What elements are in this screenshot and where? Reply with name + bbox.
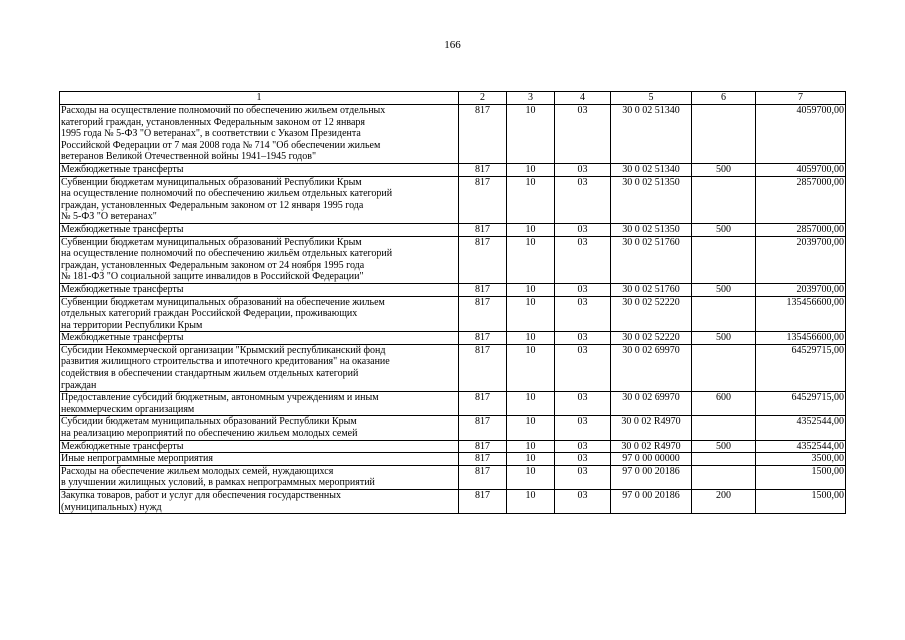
target-article-cell: 30 0 02 51760 — [611, 236, 692, 283]
ministry-code-cell: 817 — [459, 416, 507, 440]
expense-name-cell — [60, 344, 459, 391]
target-article-cell: 30 0 02 51340 — [611, 105, 692, 164]
expense-name-cell — [60, 440, 459, 453]
amount-cell: 4059700,00 — [756, 163, 846, 176]
ministry-code-cell: 817 — [459, 490, 507, 514]
header-col-7: 7 — [756, 92, 846, 105]
section-code-cell: 10 — [507, 465, 555, 489]
target-article-cell: 30 0 02 R4970 — [611, 440, 692, 453]
expense-name-line: ветеранов Великой Отечественной войны 1941–1945 годов" — [61, 151, 317, 163]
section-code-cell: 10 — [507, 176, 555, 223]
expense-type-cell: 500 — [692, 440, 756, 453]
section-code-cell: 10 — [507, 296, 555, 332]
subsection-code-cell: 03 — [555, 392, 611, 416]
target-article-cell: 30 0 02 52220 — [611, 332, 692, 345]
target-article-cell: 30 0 02 51350 — [611, 223, 692, 236]
expense-name-line: Межбюджетные трансферты — [61, 440, 184, 452]
expense-type-cell — [692, 453, 756, 466]
table-row — [60, 163, 846, 176]
ministry-code-cell: 817 — [459, 105, 507, 164]
expense-name-line: (муниципальных) нужд — [61, 501, 162, 513]
subsection-code-cell: 03 — [555, 490, 611, 514]
expense-name-cell — [60, 392, 459, 416]
expense-type-cell — [692, 344, 756, 391]
page-number: 166 — [444, 39, 461, 51]
table-row — [60, 236, 846, 283]
expense-type-cell: 500 — [692, 283, 756, 296]
subsection-code-cell: 03 — [555, 163, 611, 176]
expense-name-line: содействия в обеспечении стандартным жильем отдельных категорий — [61, 368, 359, 380]
ministry-code-cell: 817 — [459, 440, 507, 453]
expense-name-cell — [60, 296, 459, 332]
table-row — [60, 416, 846, 440]
amount-cell: 64529715,00 — [756, 344, 846, 391]
expense-name-line: Иные непрограммные мероприятия — [61, 453, 213, 465]
amount-cell: 1500,00 — [756, 465, 846, 489]
expense-name-cell — [60, 163, 459, 176]
target-article-cell: 97 0 00 00000 — [611, 453, 692, 466]
section-code-cell: 10 — [507, 490, 555, 514]
amount-cell: 3500,00 — [756, 453, 846, 466]
amount-cell: 4352544,00 — [756, 440, 846, 453]
amount-cell: 1500,00 — [756, 490, 846, 514]
ministry-code-cell: 817 — [459, 465, 507, 489]
amount-cell: 2039700,00 — [756, 283, 846, 296]
ministry-code-cell: 817 — [459, 163, 507, 176]
subsection-code-cell: 03 — [555, 344, 611, 391]
section-code-cell: 10 — [507, 223, 555, 236]
subsection-code-cell: 03 — [555, 416, 611, 440]
table-row — [60, 105, 846, 164]
target-article-cell: 30 0 02 69970 — [611, 344, 692, 391]
expense-name-line: Межбюджетные трансферты — [61, 163, 184, 175]
subsection-code-cell: 03 — [555, 332, 611, 345]
expense-type-cell — [692, 105, 756, 164]
table-row — [60, 176, 846, 223]
table-header-row — [60, 92, 846, 105]
expense-type-cell: 500 — [692, 332, 756, 345]
target-article-cell: 30 0 02 69970 — [611, 392, 692, 416]
ministry-code-cell: 817 — [459, 296, 507, 332]
expense-type-cell: 500 — [692, 223, 756, 236]
target-article-cell: 30 0 02 51350 — [611, 176, 692, 223]
expense-name-cell — [60, 332, 459, 345]
expense-name-line: граждан, установленных Федеральным законом от 24 ноября 1995 года — [61, 259, 365, 271]
header-col-1: 1 — [60, 92, 459, 105]
expense-name-line: Субсидии бюджетам муниципальных образований Республики Крым — [61, 416, 357, 428]
expense-name-line: развития жилищного строительства и ипотечного кредитования" на оказание — [61, 356, 390, 368]
header-col-3: 3 — [507, 92, 555, 105]
expense-name-cell — [60, 465, 459, 489]
subsection-code-cell: 03 — [555, 105, 611, 164]
expense-type-cell — [692, 465, 756, 489]
table-row — [60, 296, 846, 332]
subsection-code-cell: 03 — [555, 465, 611, 489]
expense-type-cell: 200 — [692, 490, 756, 514]
table-row — [60, 223, 846, 236]
section-code-cell: 10 — [507, 163, 555, 176]
section-code-cell: 10 — [507, 332, 555, 345]
table-row — [60, 332, 846, 345]
expense-name-line: Предоставление субсидий бюджетным, автономным учреждениям и иным — [61, 392, 379, 404]
expense-type-cell: 500 — [692, 163, 756, 176]
expense-name-line: Межбюджетные трансферты — [61, 283, 184, 295]
header-col-4: 4 — [555, 92, 611, 105]
expense-name-line: некоммерческим организациям — [61, 403, 195, 415]
header-col-5: 5 — [611, 92, 692, 105]
expense-type-cell — [692, 296, 756, 332]
expense-name-line: Субвенции бюджетам муниципальных образований на обеспечение жильем — [61, 296, 385, 308]
amount-cell: 4352544,00 — [756, 416, 846, 440]
amount-cell: 2857000,00 — [756, 176, 846, 223]
table-row — [60, 440, 846, 453]
expense-type-cell — [692, 416, 756, 440]
amount-cell: 4059700,00 — [756, 105, 846, 164]
expense-name-line: Российской Федерации от 7 мая 2008 года № 714 "Об обеспечении жильем — [61, 139, 381, 151]
ministry-code-cell: 817 — [459, 453, 507, 466]
table-row — [60, 392, 846, 416]
ministry-code-cell: 817 — [459, 344, 507, 391]
ministry-code-cell: 817 — [459, 392, 507, 416]
table-body — [60, 105, 846, 514]
expense-name-cell — [60, 176, 459, 223]
target-article-cell: 97 0 00 20186 — [611, 490, 692, 514]
expense-name-cell — [60, 283, 459, 296]
expense-name-line: Субвенции бюджетам муниципальных образований Республики Крым — [61, 236, 362, 248]
header-col-6: 6 — [692, 92, 756, 105]
subsection-code-cell: 03 — [555, 283, 611, 296]
expense-name-line: 1995 года № 5-ФЗ "О ветеранах", в соответствии с Указом Президента — [61, 128, 361, 140]
amount-cell: 2857000,00 — [756, 223, 846, 236]
expense-name-line: на реализацию мероприятий по обеспечению жильем молодых семей — [61, 428, 358, 440]
subsection-code-cell: 03 — [555, 236, 611, 283]
expense-name-line: Межбюджетные трансферты — [61, 223, 184, 235]
expense-name-line: в улучшении жилищных условий, в рамках непрограммных мероприятий — [61, 477, 375, 489]
expense-name-line: на осуществление полномочий по обеспечению жильём отдельных категорий — [61, 248, 393, 260]
subsection-code-cell: 03 — [555, 176, 611, 223]
target-article-cell: 30 0 02 R4970 — [611, 416, 692, 440]
expense-name-cell — [60, 105, 459, 164]
section-code-cell: 10 — [507, 392, 555, 416]
expense-name-line: граждан — [61, 379, 97, 391]
subsection-code-cell: 03 — [555, 223, 611, 236]
target-article-cell: 30 0 02 51340 — [611, 163, 692, 176]
target-article-cell: 30 0 02 51760 — [611, 283, 692, 296]
expense-name-line: Расходы на обеспечение жильем молодых семей, нуждающихся — [61, 465, 334, 477]
amount-cell: 135456600,00 — [756, 332, 846, 345]
expense-name-line: на осуществление полномочий по обеспечению жильем отдельных категорий — [61, 188, 393, 200]
ministry-code-cell: 817 — [459, 236, 507, 283]
budget-table — [59, 91, 846, 514]
expense-name-line: Межбюджетные трансферты — [61, 332, 184, 344]
section-code-cell: 10 — [507, 105, 555, 164]
table-row — [60, 453, 846, 466]
table-row — [60, 490, 846, 514]
expense-name-line: на территории Республики Крым — [61, 319, 203, 331]
expense-name-line: Субсидии Некоммерческой организации "Крымский республиканский фонд — [61, 344, 386, 356]
ministry-code-cell: 817 — [459, 332, 507, 345]
expense-name-cell — [60, 236, 459, 283]
amount-cell: 64529715,00 — [756, 392, 846, 416]
target-article-cell: 97 0 00 20186 — [611, 465, 692, 489]
table-row — [60, 283, 846, 296]
ministry-code-cell: 817 — [459, 176, 507, 223]
expense-name-line: отдельных категорий граждан Российской Федерации, проживающих — [61, 308, 358, 320]
table-row — [60, 344, 846, 391]
ministry-code-cell: 817 — [459, 223, 507, 236]
table-row — [60, 465, 846, 489]
expense-name-line: Закупка товаров, работ и услуг для обеспечения государственных — [61, 490, 342, 501]
header-col-2: 2 — [459, 92, 507, 105]
expense-name-cell — [60, 223, 459, 236]
subsection-code-cell: 03 — [555, 440, 611, 453]
expense-name-cell — [60, 490, 459, 514]
expense-name-cell — [60, 453, 459, 466]
expense-type-cell — [692, 236, 756, 283]
section-code-cell: 10 — [507, 440, 555, 453]
section-code-cell: 10 — [507, 283, 555, 296]
expense-name-line: граждан, установленных Федеральным законом от 12 января 1995 года — [61, 199, 364, 211]
section-code-cell: 10 — [507, 453, 555, 466]
expense-name-line: № 5-ФЗ "О ветеранах" — [61, 211, 157, 223]
amount-cell: 135456600,00 — [756, 296, 846, 332]
expense-name-line: Расходы на осуществление полномочий по обеспечению жильем отдельных — [61, 105, 386, 116]
subsection-code-cell: 03 — [555, 453, 611, 466]
expense-name-line: категорий граждан, установленных Федеральным законом от 12 января — [61, 116, 365, 128]
amount-cell: 2039700,00 — [756, 236, 846, 283]
expense-name-line: № 181-ФЗ "О социальной защите инвалидов в Российской Федерации" — [61, 271, 364, 283]
section-code-cell: 10 — [507, 344, 555, 391]
expense-name-cell — [60, 416, 459, 440]
section-code-cell: 10 — [507, 416, 555, 440]
section-code-cell: 10 — [507, 236, 555, 283]
target-article-cell: 30 0 02 52220 — [611, 296, 692, 332]
expense-name-line: Субвенции бюджетам муниципальных образований Республики Крым — [61, 176, 362, 188]
expense-type-cell: 600 — [692, 392, 756, 416]
expense-type-cell — [692, 176, 756, 223]
ministry-code-cell: 817 — [459, 283, 507, 296]
subsection-code-cell: 03 — [555, 296, 611, 332]
